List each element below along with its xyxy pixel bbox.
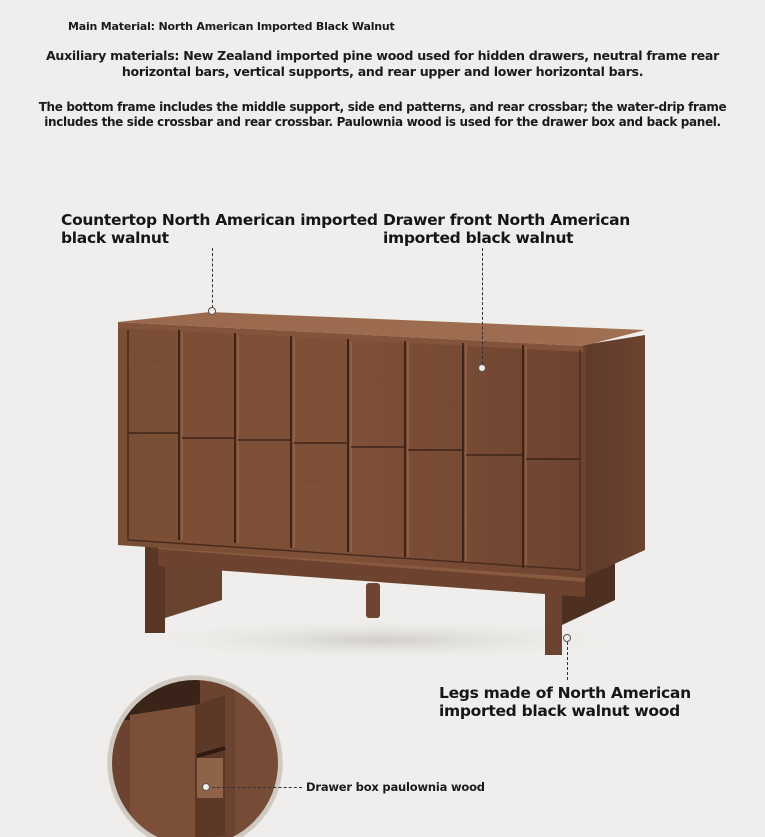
callout-drawer-box-label: Drawer box paulownia wood: [306, 780, 485, 794]
callout-legs-label: Legs made of North American imported black walnut wood: [439, 684, 691, 720]
legs-marker-dot: [563, 634, 571, 642]
drawer-front-leader-line: [482, 248, 483, 364]
drawer-box-marker-dot: [202, 783, 210, 791]
bottom-frame-note: The bottom frame includes the middle support, side end patterns, and rear crossbar; the water-drip frame includes the side crossbar and rear crossbar. Paulownia wood is used for the drawer box and back panel.: [38, 100, 727, 129]
auxiliary-materials-text: Auxiliary materials: New Zealand imported pine wood used for hidden drawers, neutral frame rear horizontal bars, vertical supports, and rear upper and lower horizontal bars.: [45, 48, 720, 79]
countertop-leader-line: [212, 248, 213, 308]
callout-drawer-front-label: Drawer front North American imported black walnut: [383, 211, 631, 247]
drawer-front-marker-dot: [478, 364, 486, 372]
drawer-box-leader-line: [212, 787, 302, 788]
countertop-marker-dot: [208, 307, 216, 315]
main-material-text: Main Material: North American Imported Black Walnut: [68, 20, 395, 33]
callout-countertop-label: Countertop North American imported black walnut: [61, 211, 378, 247]
legs-leader-line: [567, 642, 568, 680]
